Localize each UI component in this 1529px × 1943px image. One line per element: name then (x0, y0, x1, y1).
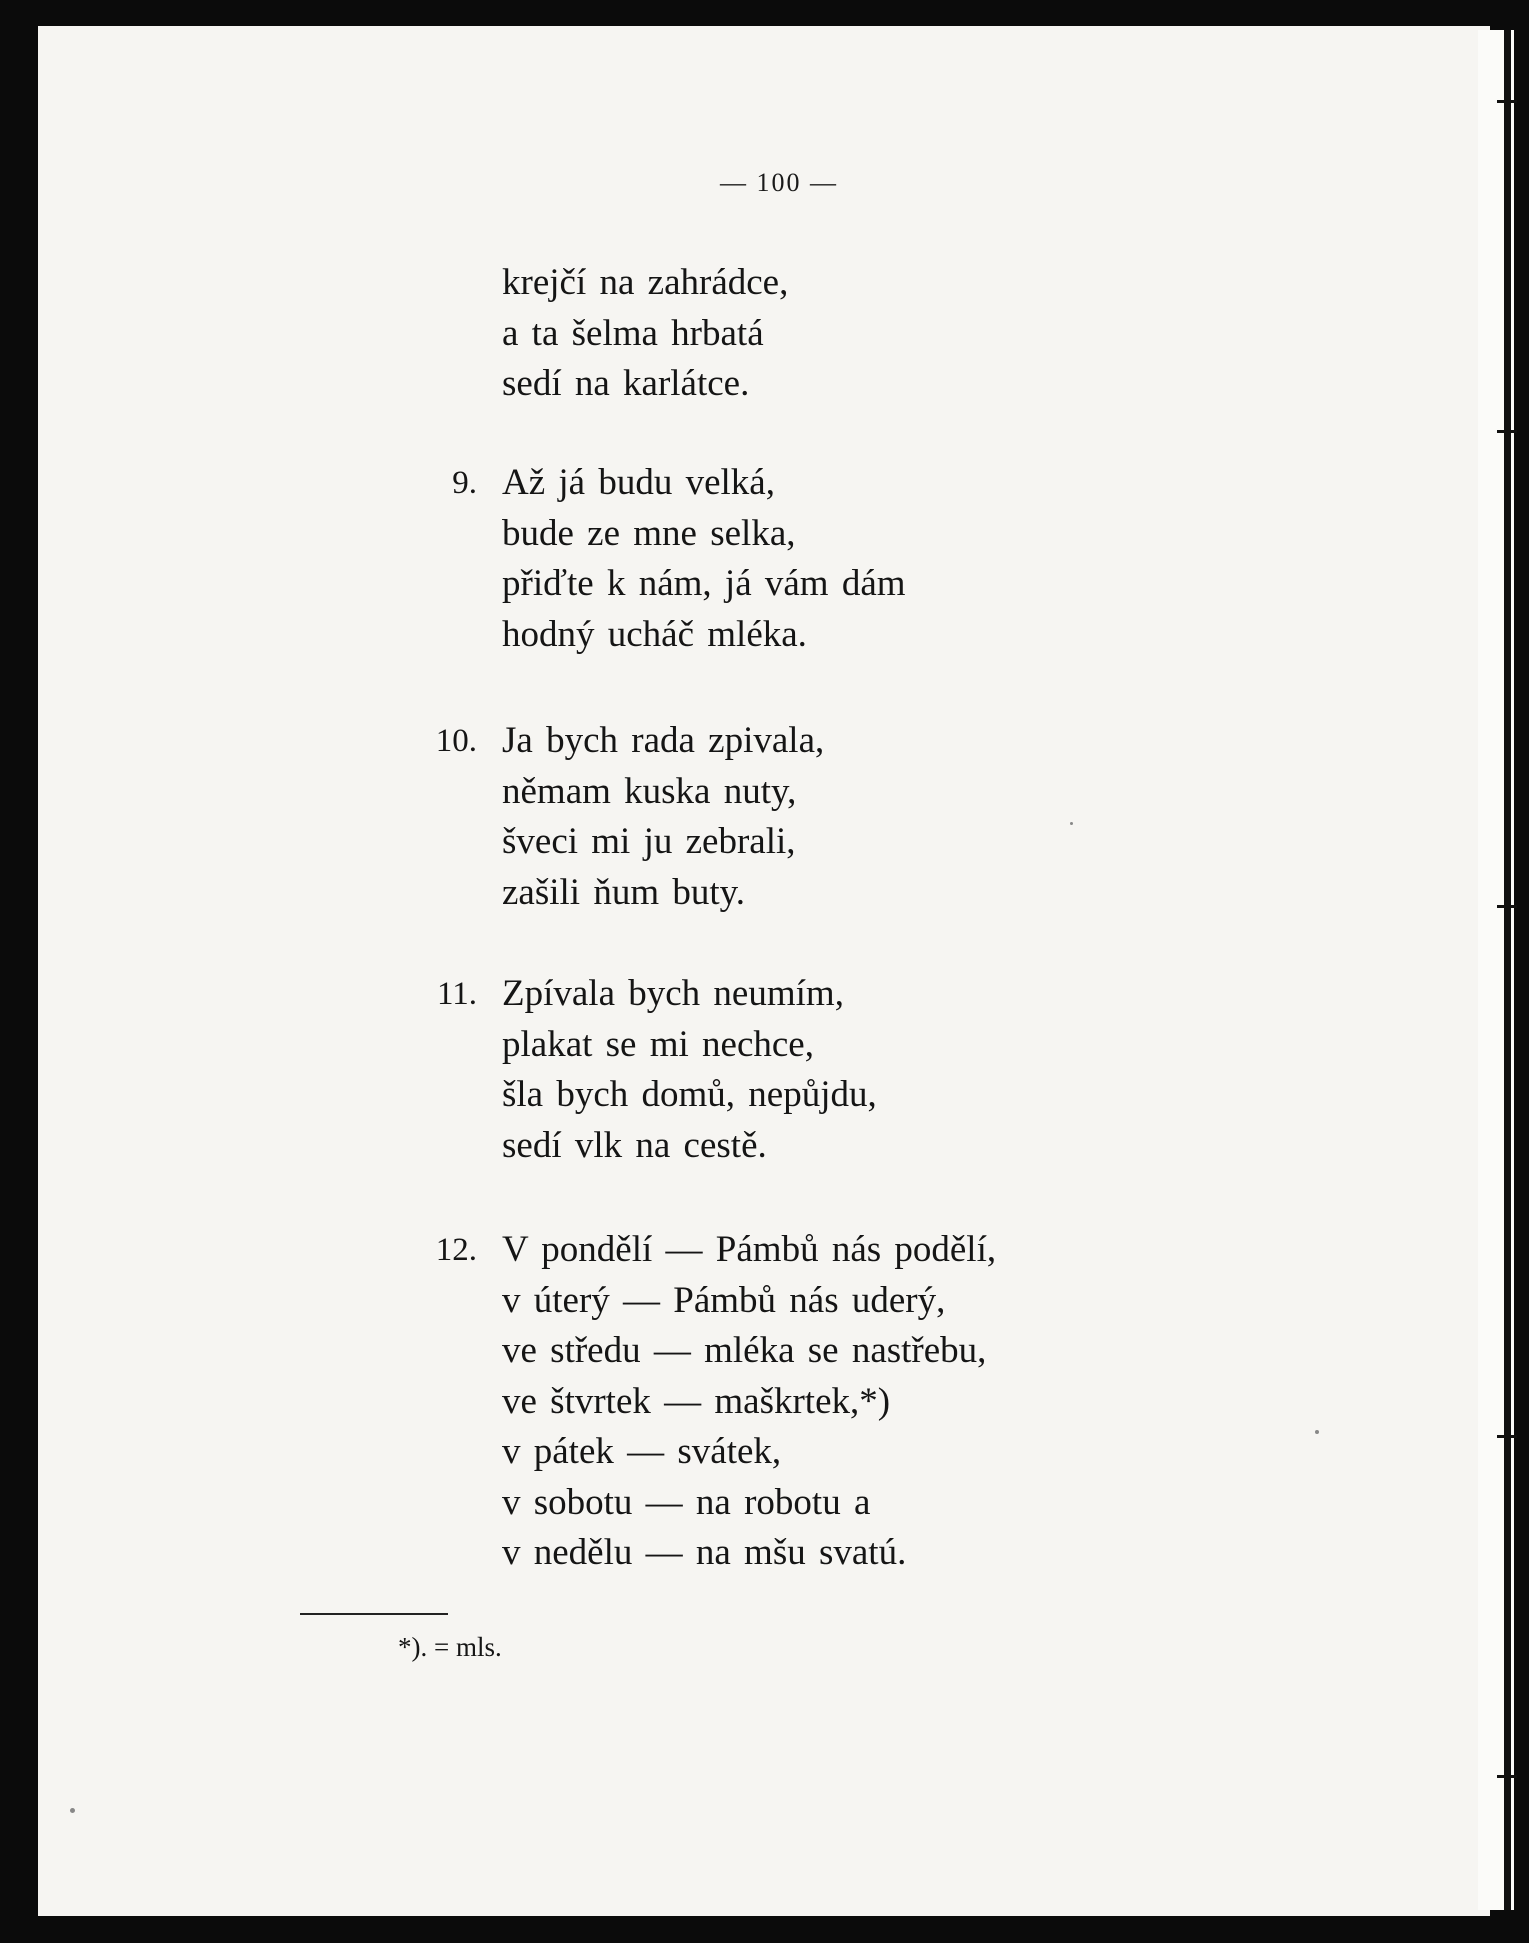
stanza-number: 11. (436, 976, 477, 1012)
stanza-number: 9. (452, 465, 477, 501)
verse-line: bude ze mne selka, (502, 512, 796, 554)
stanza-number: 12. (435, 1232, 477, 1268)
verse-line: sedí na karlátce. (502, 363, 750, 404)
verse-line: V pondělí — Pámbů nás podělí, (502, 1229, 997, 1270)
verse-line: v úterý — Pámbů nás uderý, (502, 1279, 946, 1321)
footnote: *). = mls. (398, 1632, 502, 1662)
verse-line: v pátek — svátek, (502, 1431, 782, 1472)
verse-line: krejčí na zahrádce, (502, 262, 789, 303)
binding-mark (1497, 1775, 1517, 1778)
verse-line: němam kuska nuty, (502, 770, 797, 812)
paper-speck (1070, 822, 1073, 825)
stanza-9 (452, 458, 906, 660)
verse-line: Ja bych rada zpivala, (502, 720, 825, 761)
stanza-11 (436, 969, 877, 1171)
verse-line: šla bych domů, nepůjdu, (502, 1074, 877, 1115)
verse-line: přiďte k nám, já vám dám (502, 563, 906, 604)
stanza-10 (435, 716, 825, 918)
verse-line: Až já budu velká, (502, 462, 775, 503)
verse-line: a ta šelma hrbatá (502, 312, 764, 354)
footnote-rule (300, 1613, 448, 1615)
verse-line: v nedělu — na mšu svatú. (502, 1532, 907, 1573)
stanza-number: 10. (435, 723, 477, 759)
verse-line: v sobotu — na robotu a (502, 1481, 871, 1523)
page-number: — 100 — (720, 168, 838, 197)
binding-mark (1497, 905, 1517, 908)
verse-line: ve štvrtek — maškrtek,*) (502, 1380, 891, 1422)
verse-line: hodný ucháč mléka. (502, 613, 807, 655)
verse-line: plakat se mi nechce, (502, 1023, 814, 1065)
paper-speck (1315, 1430, 1319, 1434)
continuation-stanza (502, 258, 788, 410)
verse-line: ve středu — mléka se nastřebu, (502, 1330, 987, 1371)
verse-line: sedí vlk na cestě. (502, 1124, 767, 1166)
binding-mark (1497, 1435, 1517, 1438)
binding-mark (1497, 100, 1517, 103)
paper-speck (70, 1808, 75, 1813)
binding-mark (1497, 430, 1517, 433)
stanza-12 (435, 1225, 997, 1579)
verse-line: zašili ňum buty. (502, 871, 745, 913)
verse-line: Zpívala bych neumím, (502, 973, 844, 1014)
verse-line: šveci mi ju zebrali, (502, 821, 796, 862)
binding-line (1504, 30, 1511, 1910)
